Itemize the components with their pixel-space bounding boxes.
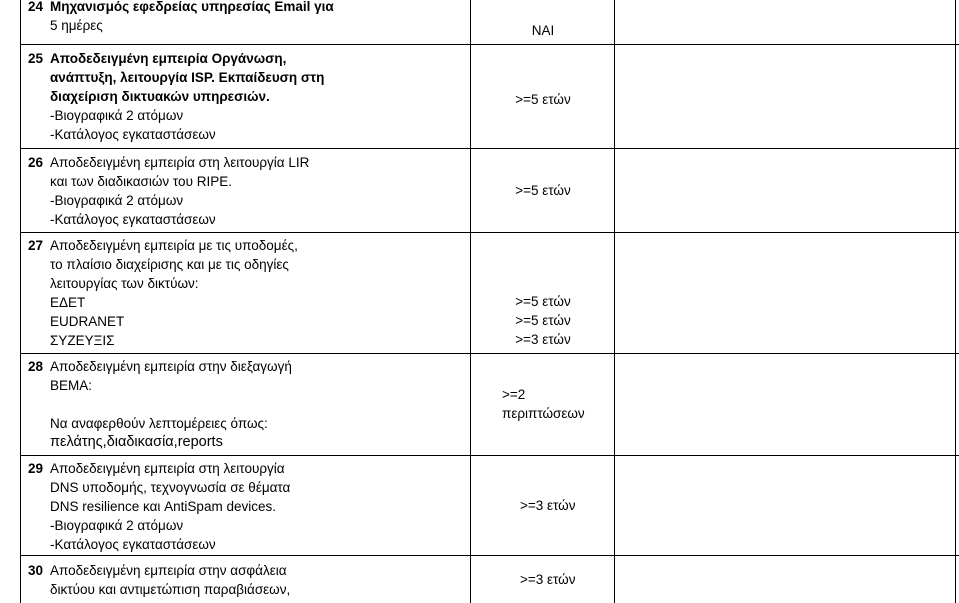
row-number: 24 [28,0,44,14]
row-value [472,385,614,423]
desc-line: -Βιογραφικά 2 ατόμων [50,518,184,533]
row-description [50,49,350,144]
row-description [50,459,350,554]
row-value [472,21,614,40]
desc-line [50,395,350,414]
value-line: περιπτώσεων [502,406,585,421]
desc-line: ΕΔΕΤ [50,295,86,310]
desc-line: -Κατάλογος εγκαταστάσεων [50,212,216,227]
desc-line: πελάτης,διαδικασία,reports [50,434,223,450]
row-value [472,90,614,109]
row-number: 25 [28,51,44,66]
desc-line: ανάπτυξη, λειτουργία ISP. Εκπαίδευση στη [50,70,325,85]
desc-line: EUDRANET [50,314,125,329]
value-line: >=3 ετών [520,572,576,587]
desc-line: δικτύου και αντιμετώπιση παραβιάσεων, [50,582,291,597]
value-line: >=3 ετών [515,332,571,347]
row-number: 29 [28,461,44,476]
row-description [50,561,350,599]
desc-line: DNS υποδομής, τεχνογνωσία σε θέματα [50,480,291,495]
value-line: >=2 [502,387,526,402]
desc-line: Αποδεδειγμένη εμπειρία στη λειτουργία [50,461,285,476]
desc-line: -Κατάλογος εγκαταστάσεων [50,537,216,552]
row-number: 26 [28,155,44,170]
row-number: 27 [28,238,44,253]
row-description [50,0,350,35]
desc-line: DNS resilience και AntiSpam devices. [50,499,276,514]
value-line: >=5 ετών [515,183,571,198]
desc-line: Αποδεδειγμένη εμπειρία στη λειτουργία LIR [50,155,310,170]
desc-line: -Κατάλογος εγκαταστάσεων [50,127,216,142]
desc-line: διαχείριση δικτυακών υπηρεσιών. [50,89,270,104]
desc-line: -Βιογραφικά 2 ατόμων [50,108,184,123]
row-description [50,357,350,452]
desc-line: και των διαδικασιών του RIPE. [50,174,232,189]
row-description [50,236,350,350]
row-value [472,181,614,200]
desc-line: το πλαίσιο διαχείρισης και με τις οδηγίες [50,257,289,272]
desc-line: Αποδεδειγμένη εμπειρία με τις υποδομές, [50,238,298,253]
row-value [472,496,614,515]
desc-line: Μηχανισμός εφεδρείας υπηρεσίας Email για [50,0,334,14]
value-line: >=5 ετών [515,313,571,328]
desc-line: λειτουργίας των δικτύων: [50,276,199,291]
desc-line: Αποδεδειγμένη εμπειρία στην διεξαγωγή [50,359,292,374]
value-line: >=5 ετών [515,294,571,309]
value-line: >=3 ετών [520,498,576,513]
row-value [472,570,614,589]
row-number: 30 [28,563,44,578]
value-line: ΝΑΙ [531,23,555,38]
row-number: 28 [28,359,44,374]
desc-line: Αποδεδειγμένη εμπειρία στην ασφάλεια [50,563,287,578]
desc-line: ΣΥΖΕΥΞΙΣ [50,333,115,348]
desc-line: BEMA: [50,378,93,393]
desc-line: Αποδεδειγμένη εμπειρία Οργάνωση, [50,51,287,66]
value-line: >=5 ετών [515,92,571,107]
desc-line: Να αναφερθούν λεπτομέρειες όπως: [50,416,268,431]
desc-line: -Βιογραφικά 2 ατόμων [50,193,184,208]
desc-line: 5 ημέρες [50,18,103,33]
row-value [472,292,614,349]
row-description [50,153,350,229]
